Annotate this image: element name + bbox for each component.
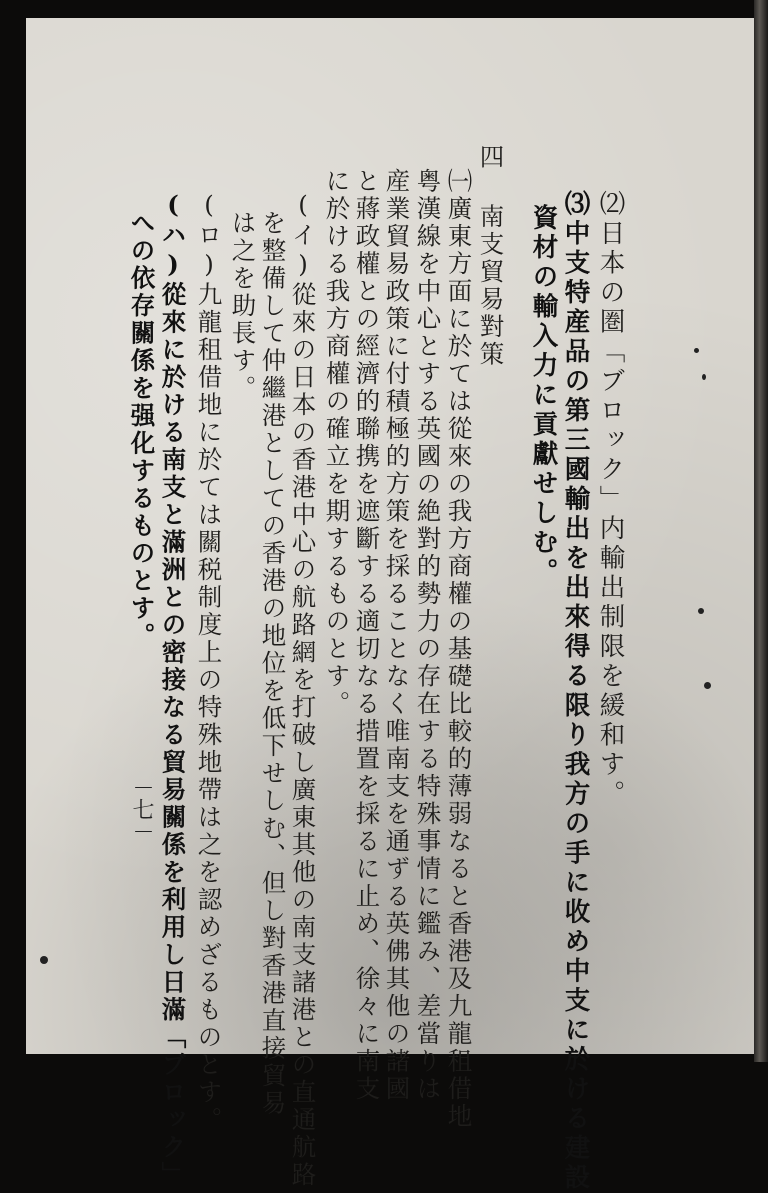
item-ha-manchuria-trade: (ハ)從來に於ける南支と滿洲との密接なる貿易關係を利用し日滿「ブロック」	[158, 190, 188, 1189]
section-4-heading: 四 南支貿易對策	[476, 144, 506, 369]
binding-edge	[754, 0, 768, 1062]
item-3-continuation: 資材の輸入力に貢獻せしむ。	[528, 204, 559, 588]
para-1-line-3: 産業貿易政策に付積極的方策を採ることなく唯南支を通ずる英佛其他の諸國	[382, 168, 412, 1103]
scan-speck	[698, 608, 704, 614]
para-1-line-2: 粤漢線を中心とする英國の絶對的勢力の存在する特殊事情に鑑み、差當りは	[413, 168, 443, 1103]
item-ha-continuation: への依存關係を强化するものとす。	[127, 210, 157, 650]
item-i-end: は之を助長す。	[228, 210, 258, 403]
scan-speck	[40, 956, 48, 964]
scan-speck	[702, 374, 706, 380]
para-1-line-1: ㈠廣東方面に於ては從來の我方商權の基礎比較的薄弱なると香港及九龍租借地	[444, 168, 474, 1131]
para-1-line-4: と蔣政權との經濟的聯携を遮斷する適切なる措置を採るに止め、徐々に南支	[352, 168, 382, 1103]
para-1-line-5: に於ける我方商權の確立を期するものとす。	[322, 168, 352, 718]
item-3-central-china-export: ⑶中支特産品の第三國輸出を出來得る限り我方の手に收め中支に於ける建設	[560, 190, 591, 1193]
item-i-continuation: を整備して仲繼港としての香港の地位を低下せしむ、但し對香港直接貿易	[258, 210, 288, 1118]
paper-sheet	[26, 18, 756, 1193]
item-ro-kowloon: (ロ)九龍租借地に於ては關税制度上の特殊地帶は之を認めざるものとす。	[194, 190, 224, 1134]
item-2-limit-export: ⑵日本の圏「ブロック」内輸出制限を緩和す。	[595, 190, 626, 810]
page-number: －七－	[129, 776, 154, 842]
item-i-shipping-routes: (イ)從來の日本の香港中心の航路網を打破し廣東其他の南支諸港との直通航路	[288, 190, 318, 1189]
scan-speck	[704, 682, 711, 689]
scan-speck	[694, 348, 699, 353]
